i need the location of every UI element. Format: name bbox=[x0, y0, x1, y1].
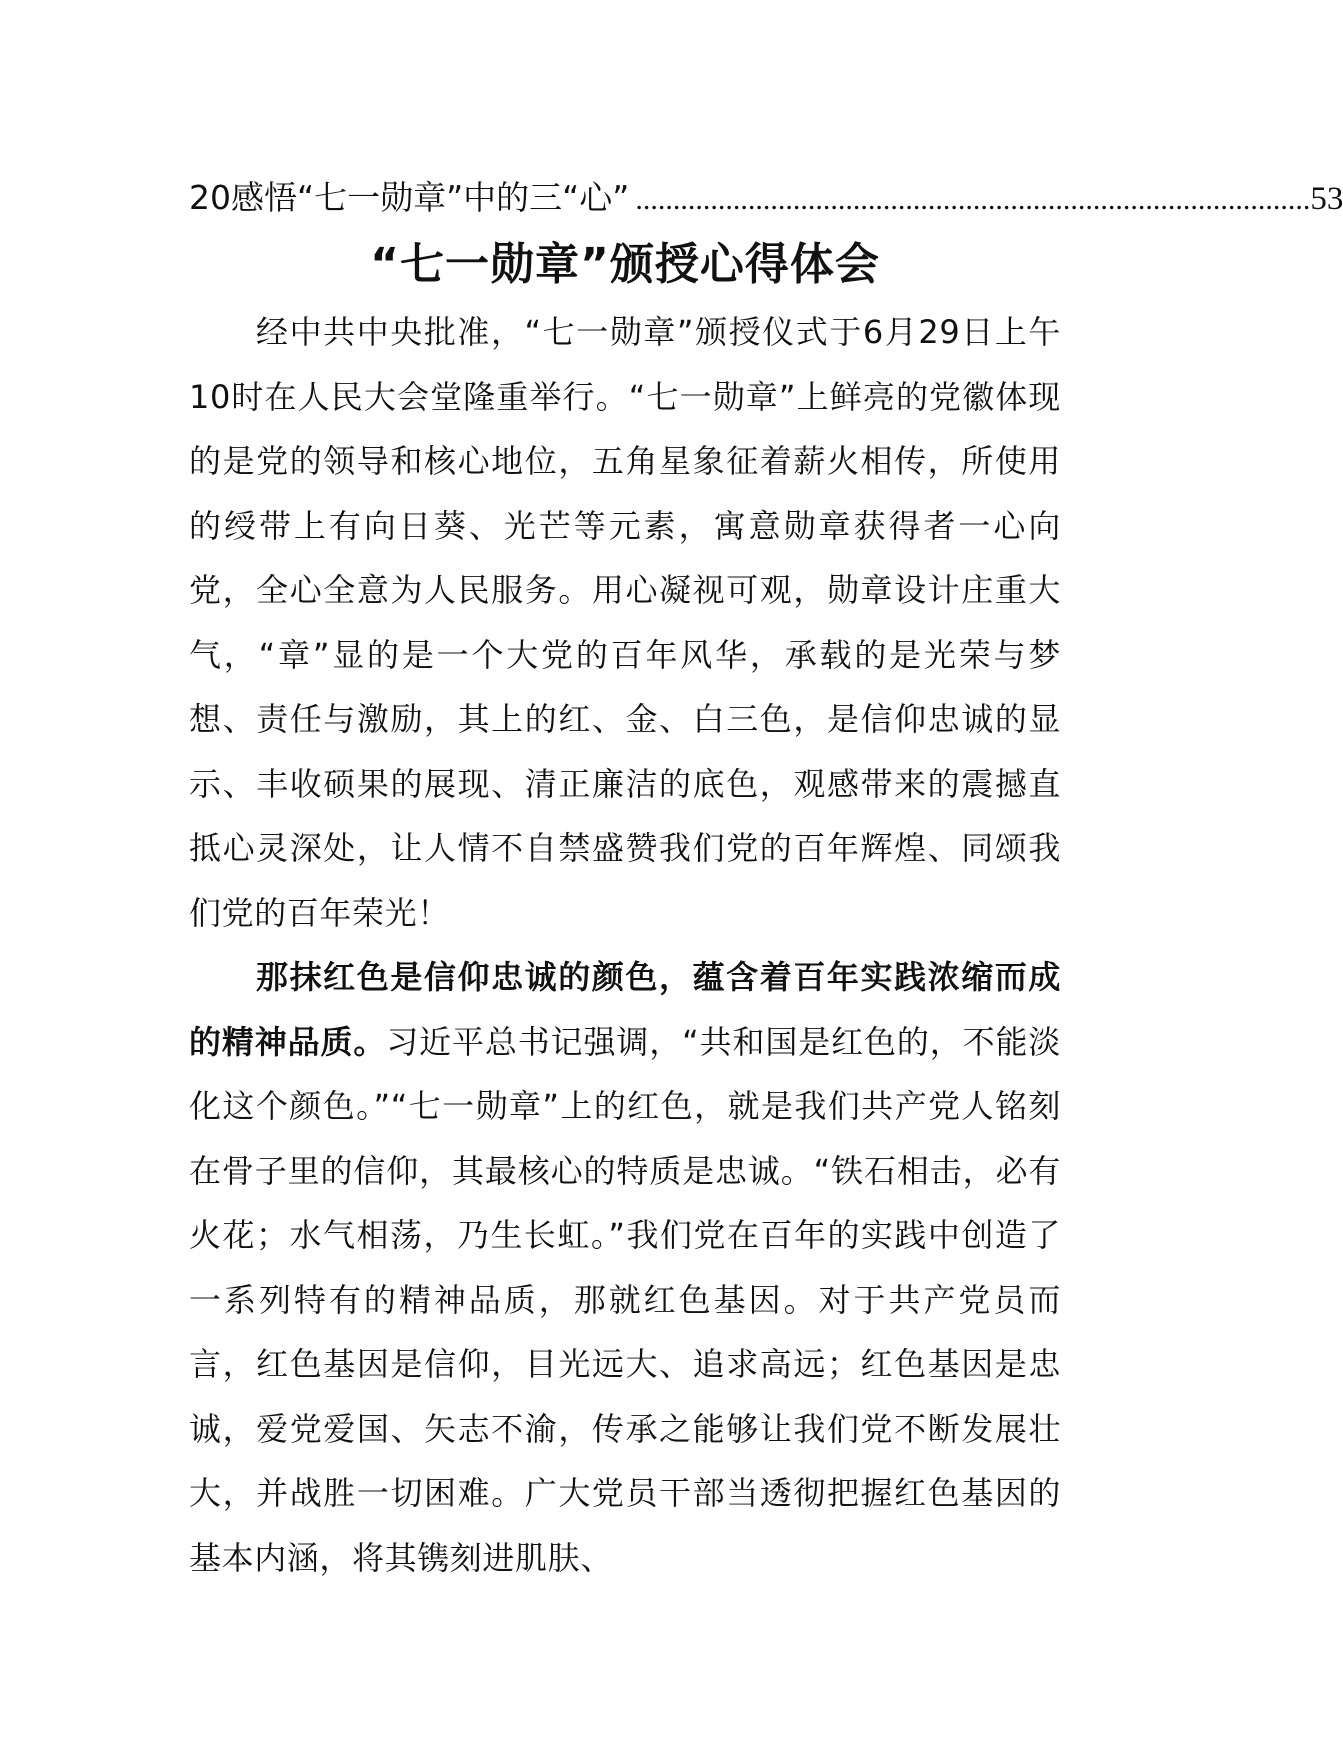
toc-dot-leader: .......................................................................................... bbox=[635, 183, 1311, 216]
toc-entry-text: 20感悟“七一勋章”中的三“心” bbox=[189, 178, 630, 217]
paragraph-text: 习近平总书记强调，“共和国是红色的，不能淡化这个颜色。”“七一勋章”上的红色，就是我们共产党人铭刻在骨子里的信仰，其最核心的特质是忠诚。“铁石相击，必有火花；水气相荡，乃生长虹。”我们党在百年的实践中创造了一系列特有的精神品质，那就红色基因。对于共产党员而言，红色基因是信仰，目光远大、追求高远；红色基因是忠诚，爱党爱国、矢志不渝，传承之能够让我们党不断发展壮大，并战胜一切困难。广大党员干部当透彻把握红色基因的基本内涵，将其镌刻进肌肤、 bbox=[189, 1022, 1061, 1577]
toc-page-number: 53 bbox=[1310, 181, 1343, 217]
paragraph bbox=[189, 945, 1061, 1590]
paragraph-lead-sentence: 那抹红色是信仰忠诚的颜色，蕴含着百年实践浓缩而成的精神品质。 bbox=[189, 958, 1061, 1061]
paragraph bbox=[189, 300, 1061, 945]
paragraph-text: 经中共中央批准，“七一勋章”颁授仪式于6月29日上午10时在人民大会堂隆重举行。“七一勋章”上鲜亮的党徽体现的是党的领导和核心地位，五角星象征着薪火相传，所使用的绶带上有向日葵、光芒等元素，寓意勋章获得者一心向党，全心全意为人民服务。用心凝视可观，勋章设计庄重大气，“章”显的是一个大党的百年风华，承载的是光荣与梦想、责任与激励，其上的红、金、白三色，是信仰忠诚的显示、丰收硕果的展现、清正廉洁的底色，观感带来的震撼直抵心灵深处，让人情不自禁盛赞我们党的百年辉煌、同颂我们党的百年荣光！ bbox=[189, 313, 1061, 932]
toc-entry[interactable] bbox=[189, 174, 1343, 222]
document-body bbox=[189, 300, 1061, 1590]
document-title: “七一勋章”颁授心得体会 bbox=[370, 239, 880, 290]
